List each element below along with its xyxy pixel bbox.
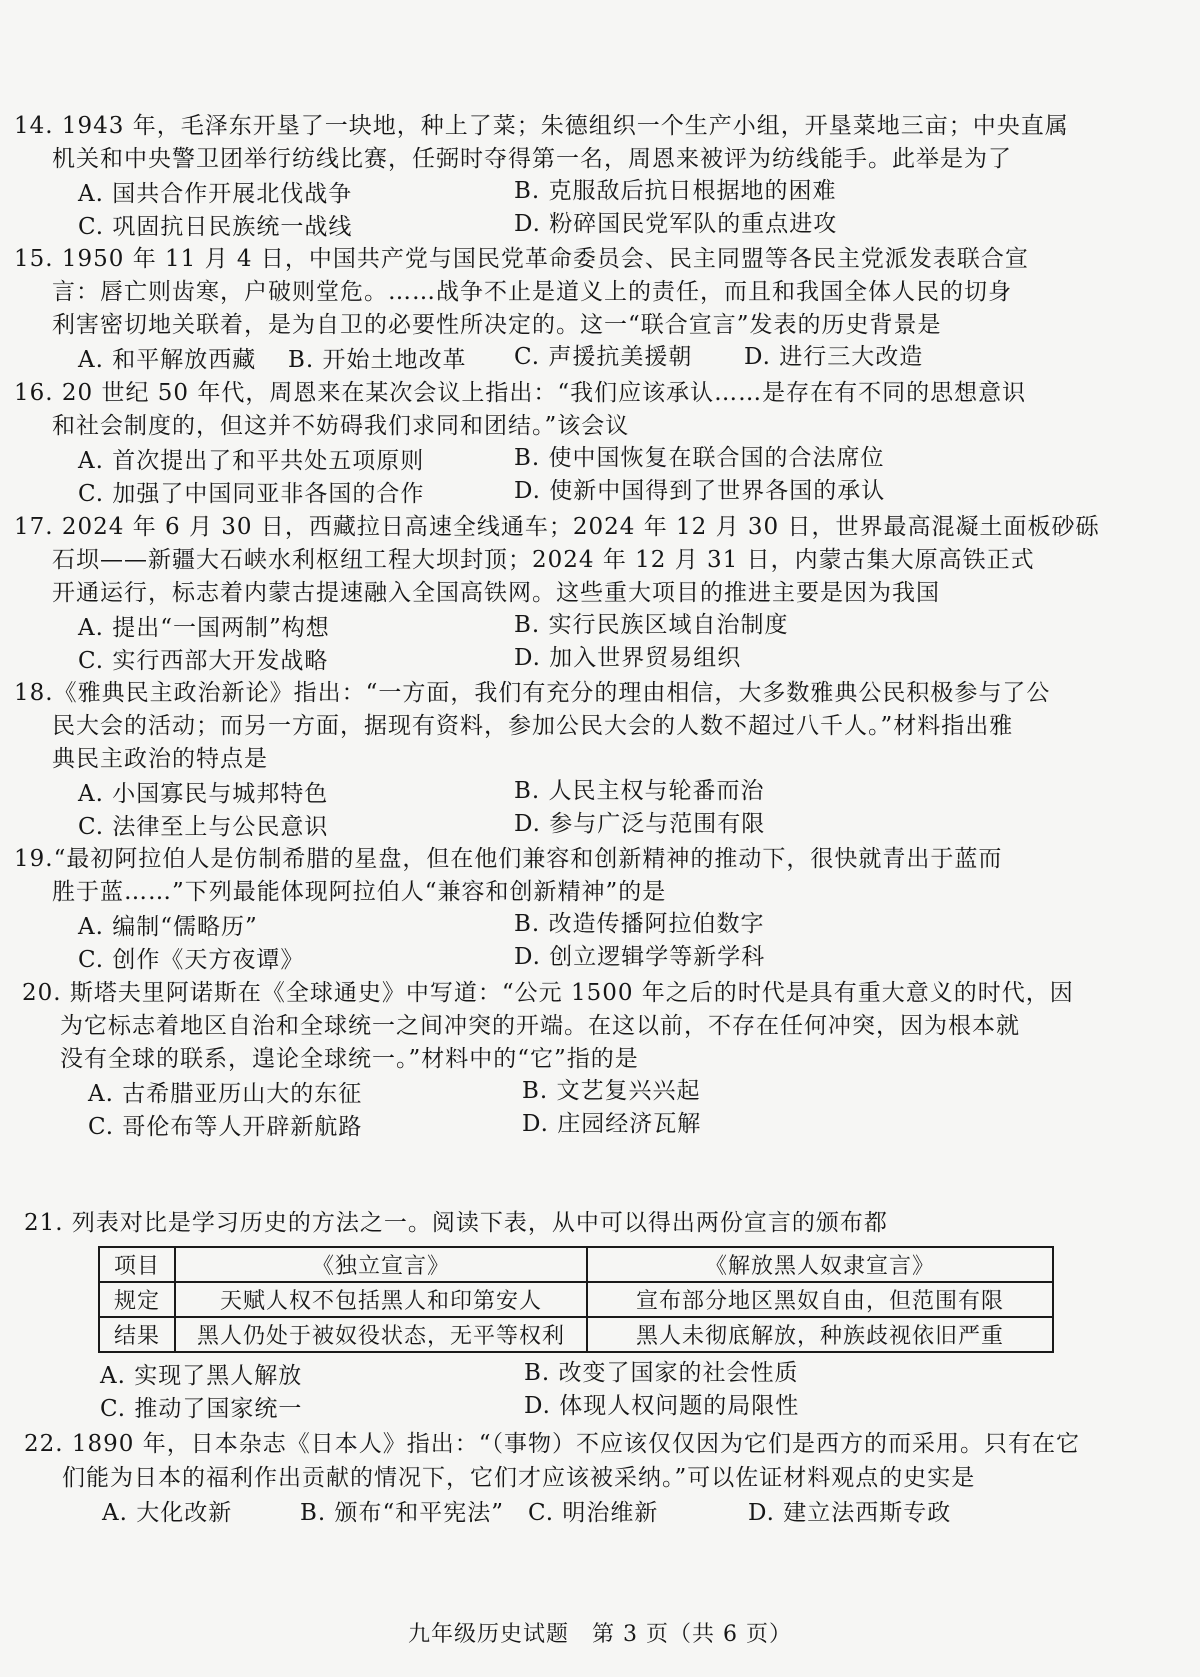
- comparison-table: [98, 1246, 1054, 1353]
- option-b: B. 开始土地改革: [288, 347, 467, 373]
- option-a: A. 国共合作开展北伐战争: [78, 181, 353, 207]
- option-a: A. 古希腊亚历山大的东征: [88, 1081, 363, 1107]
- table-row: [99, 1317, 1053, 1352]
- option-c: C. 哥伦布等人开辟新航路: [88, 1114, 363, 1140]
- option-c: C. 明治维新: [528, 1500, 659, 1526]
- option-c: C. 加强了中国同亚非各国的合作: [78, 481, 425, 507]
- question-text: 20. 斯塔夫里阿诺斯在《全球通史》中写道：“公元 1500 年之后的时代是具有重大意义的时代，因: [22, 980, 1074, 1006]
- option-c: C. 创作《天方夜谭》: [78, 947, 305, 973]
- table-cell: 规定: [99, 1282, 175, 1317]
- option-b: B. 使中国恢复在联合国的合法席位: [514, 445, 885, 471]
- table-header-row: [99, 1247, 1053, 1282]
- question-text: 没有全球的联系，遑论全球统一。”材料中的“它”指的是: [60, 1046, 639, 1072]
- question-text: 言：唇亡则齿寒，户破则堂危。……战争不止是道义上的责任，而且和我国全体人民的切身: [52, 279, 1012, 305]
- page-footer: 九年级历史试题 第 3 页（共 6 页）: [408, 1622, 792, 1647]
- option-c: C. 实行西部大开发战略: [78, 648, 329, 674]
- option-d: D. 使新中国得到了世界各国的承认: [514, 478, 886, 504]
- option-d: D. 粉碎国民党军队的重点进攻: [514, 211, 838, 237]
- table-cell: 结果: [99, 1317, 175, 1352]
- table-header-cell: 《解放黑人奴隶宣言》: [587, 1247, 1053, 1282]
- question-text: 和社会制度的，但这并不妨碍我们求同和团结。”该会议: [52, 413, 630, 439]
- option-d: D. 建立法西斯专政: [748, 1500, 952, 1526]
- table-row: [99, 1282, 1053, 1317]
- option-a: A. 小国寡民与城邦特色: [78, 781, 329, 807]
- option-c: C. 推动了国家统一: [100, 1396, 303, 1422]
- table-header-cell: 《独立宣言》: [175, 1247, 587, 1282]
- option-d: D. 进行三大改造: [744, 344, 924, 370]
- option-b: B. 改造传播阿拉伯数字: [514, 911, 765, 937]
- question-text: 为它标志着地区自治和全球统一之间冲突的开端。在这以前，不存在任何冲突，因为根本就: [60, 1013, 1020, 1039]
- option-d: D. 参与广泛与范围有限: [514, 811, 766, 837]
- question-text: 们能为日本的福利作出贡献的情况下，它们才应该被采纳。”可以佐证材料观点的史实是: [62, 1465, 976, 1491]
- option-d: D. 创立逻辑学等新学科: [514, 944, 766, 970]
- question-text: 开通运行，标志着内蒙古提速融入全国高铁网。这些重大项目的推进主要是因为我国: [52, 580, 940, 606]
- option-d: D. 体现人权问题的局限性: [524, 1393, 800, 1419]
- option-a: A. 提出“一国两制”构想: [78, 615, 330, 641]
- option-b: B. 人民主权与轮番而治: [514, 778, 765, 804]
- option-c: C. 声援抗美援朝: [514, 344, 693, 370]
- question-text: 利害密切地关联着，是为自卫的必要性所决定的。这一“联合宣言”发表的历史背景是: [52, 312, 942, 338]
- question-text: 胜于蓝……”下列最能体现阿拉伯人“兼容和创新精神”的是: [52, 879, 667, 905]
- question-text: 石坝——新疆大石峡水利枢纽工程大坝封顶；2024 年 12 月 31 日，内蒙古集大原高铁正式: [52, 547, 1035, 573]
- option-b: B. 颁布“和平宪法”: [300, 1500, 505, 1526]
- option-a: A. 和平解放西藏: [78, 347, 257, 373]
- option-b: B. 实行民族区域自治制度: [514, 612, 789, 638]
- question-text: 16. 20 世纪 50 年代，周恩来在某次会议上指出：“我们应该承认……是存在有不同的思想意识: [14, 380, 1027, 406]
- question-text: 典民主政治的特点是: [52, 746, 268, 772]
- question-text: 民大会的活动；而另一方面，据现有资料，参加公民大会的人数不超过八千人。”材料指出雅: [52, 713, 1014, 739]
- question-text: 15. 1950 年 11 月 4 日，中国共产党与国民党革命委员会、民主同盟等各民主党派发表联合宣: [14, 246, 1029, 272]
- option-a: A. 大化改新: [102, 1500, 233, 1526]
- option-b: B. 克服敌后抗日根据地的困难: [514, 178, 837, 204]
- table-cell: 天赋人权不包括黑人和印第安人: [175, 1282, 587, 1317]
- question-text: 18.《雅典民主政治新论》指出：“一方面，我们有充分的理由相信，大多数雅典公民积极参与了公: [14, 680, 1051, 706]
- option-b: B. 文艺复兴兴起: [522, 1078, 701, 1104]
- question-text: 22. 1890 年，日本杂志《日本人》指出：“（事物）不应该仅仅因为它们是西方的而采用。只有在它: [24, 1431, 1080, 1457]
- option-c: C. 法律至上与公民意识: [78, 814, 329, 840]
- question-text: 19.“最初阿拉伯人是仿制希腊的星盘，但在他们兼容和创新精神的推动下，很快就青出于蓝而: [14, 846, 1003, 872]
- table-cell: 黑人仍处于被奴役状态，无平等权利: [175, 1317, 587, 1352]
- table-cell: 宣布部分地区黑奴自由，但范围有限: [587, 1282, 1053, 1317]
- option-d: D. 庄园经济瓦解: [522, 1111, 702, 1137]
- question-text: 14. 1943 年，毛泽东开垦了一块地，种上了菜；朱德组织一个生产小组，开垦菜地三亩；中央直属: [14, 113, 1069, 139]
- option-b: B. 改变了国家的社会性质: [524, 1360, 799, 1386]
- question-text: 17. 2024 年 6 月 30 日，西藏拉日高速全线通车；2024 年 12 月 30 日，世界最高混凝土面板砂砾: [14, 514, 1100, 540]
- option-c: C. 巩固抗日民族统一战线: [78, 214, 353, 240]
- option-d: D. 加入世界贸易组织: [514, 645, 742, 671]
- table-header-cell: 项目: [99, 1247, 175, 1282]
- table-cell: 黑人未彻底解放，种族歧视依旧严重: [587, 1317, 1053, 1352]
- question-text: 机关和中央警卫团举行纺线比赛，任弼时夺得第一名，周恩来被评为纺线能手。此举是为了: [52, 146, 1012, 172]
- question-text: 21. 列表对比是学习历史的方法之一。阅读下表，从中可以得出两份宣言的颁布都: [24, 1210, 888, 1236]
- option-a: A. 实现了黑人解放: [100, 1363, 303, 1389]
- option-a: A. 编制“儒略历”: [78, 914, 258, 940]
- option-a: A. 首次提出了和平共处五项原则: [78, 448, 425, 474]
